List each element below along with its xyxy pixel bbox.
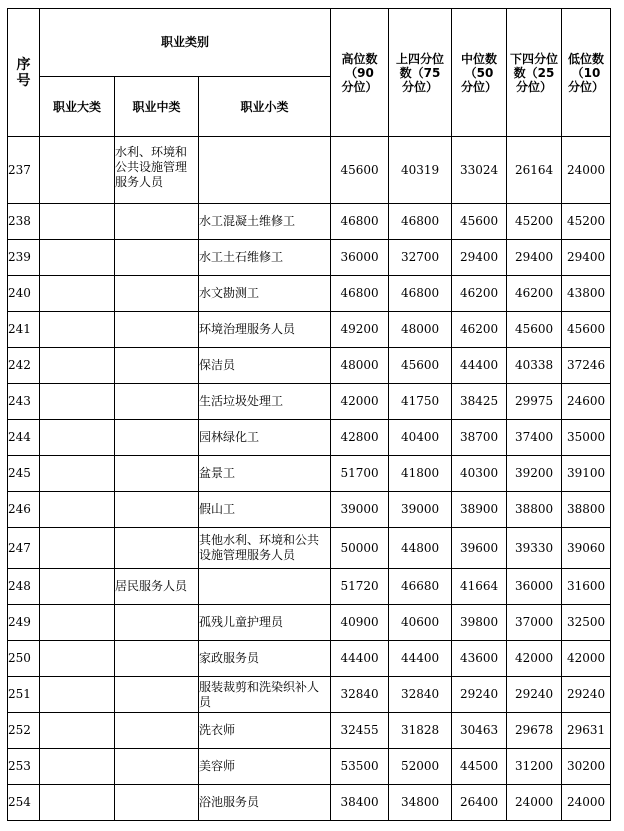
row-p90: 48000: [331, 348, 389, 384]
row-minor: [199, 137, 331, 204]
row-p10: 24000: [562, 137, 611, 204]
row-p25: 37400: [507, 420, 562, 456]
table-row: [8, 384, 611, 420]
table-row: [8, 641, 611, 677]
row-major: [40, 204, 115, 240]
table-row: [8, 276, 611, 312]
row-major: [40, 348, 115, 384]
row-major: [40, 456, 115, 492]
row-p50: 33024: [452, 137, 507, 204]
row-p75: 34800: [389, 785, 452, 821]
row-p25: 39330: [507, 528, 562, 569]
row-middle: [115, 605, 199, 641]
row-p75: 44800: [389, 528, 452, 569]
row-p50: 26400: [452, 785, 507, 821]
row-seq: 249: [8, 605, 40, 641]
row-p75: 44400: [389, 641, 452, 677]
row-seq: 253: [8, 749, 40, 785]
header-p90: 高位数（90分位）: [331, 9, 389, 137]
table-row: [8, 677, 611, 713]
row-p75: 39000: [389, 492, 452, 528]
row-middle: [115, 641, 199, 677]
row-p75: 46680: [389, 569, 452, 605]
row-major: [40, 137, 115, 204]
row-major: [40, 713, 115, 749]
row-minor: 园林绿化工: [199, 420, 331, 456]
row-p50: 39800: [452, 605, 507, 641]
row-p75: 31828: [389, 713, 452, 749]
row-minor: 服装裁剪和洗染织补人员: [199, 677, 331, 713]
row-p90: 40900: [331, 605, 389, 641]
row-p25: 29400: [507, 240, 562, 276]
row-minor: 浴池服务员: [199, 785, 331, 821]
row-seq: 250: [8, 641, 40, 677]
row-p10: 39100: [562, 456, 611, 492]
row-p10: 35000: [562, 420, 611, 456]
row-p75: 46800: [389, 204, 452, 240]
row-p75: 32700: [389, 240, 452, 276]
row-minor: 其他水利、环境和公共设施管理服务人员: [199, 528, 331, 569]
row-p90: 32840: [331, 677, 389, 713]
row-p50: 30463: [452, 713, 507, 749]
header-category-group: 职业类别: [40, 9, 331, 77]
table-row: [8, 605, 611, 641]
row-p10: 37246: [562, 348, 611, 384]
row-seq: 254: [8, 785, 40, 821]
row-major: [40, 677, 115, 713]
wage-table: [7, 8, 611, 821]
row-p75: 48000: [389, 312, 452, 348]
header-p10: 低位数（10分位）: [562, 9, 611, 137]
row-seq: 251: [8, 677, 40, 713]
row-minor: 盆景工: [199, 456, 331, 492]
row-p75: 40400: [389, 420, 452, 456]
row-middle: [115, 384, 199, 420]
table-row: [8, 312, 611, 348]
row-seq: 245: [8, 456, 40, 492]
row-middle: [115, 492, 199, 528]
row-p75: 40600: [389, 605, 452, 641]
row-middle: [115, 713, 199, 749]
row-major: [40, 528, 115, 569]
row-p10: 29240: [562, 677, 611, 713]
row-p25: 24000: [507, 785, 562, 821]
row-p50: 44400: [452, 348, 507, 384]
table-row: [8, 492, 611, 528]
row-p75: 52000: [389, 749, 452, 785]
row-minor: 水工土石维修工: [199, 240, 331, 276]
row-p90: 53500: [331, 749, 389, 785]
row-minor: 水文勘测工: [199, 276, 331, 312]
row-p75: 45600: [389, 348, 452, 384]
row-seq: 241: [8, 312, 40, 348]
row-middle: [115, 785, 199, 821]
row-major: [40, 749, 115, 785]
row-minor: [199, 569, 331, 605]
row-middle: [115, 312, 199, 348]
row-p90: 45600: [331, 137, 389, 204]
row-seq: 248: [8, 569, 40, 605]
table-row: [8, 528, 611, 569]
row-p75: 41750: [389, 384, 452, 420]
row-p25: 45600: [507, 312, 562, 348]
row-seq: 240: [8, 276, 40, 312]
row-p10: 24600: [562, 384, 611, 420]
row-p10: 43800: [562, 276, 611, 312]
row-major: [40, 785, 115, 821]
row-seq: 237: [8, 137, 40, 204]
row-middle: [115, 420, 199, 456]
table-row: [8, 204, 611, 240]
table-header: [8, 9, 611, 137]
row-p90: 38400: [331, 785, 389, 821]
row-p90: 49200: [331, 312, 389, 348]
row-seq: 246: [8, 492, 40, 528]
row-minor: 孤残儿童护理员: [199, 605, 331, 641]
row-middle: 居民服务人员: [115, 569, 199, 605]
row-middle: [115, 528, 199, 569]
row-p50: 38700: [452, 420, 507, 456]
row-middle: [115, 456, 199, 492]
header-middle: 职业中类: [115, 77, 199, 137]
row-p10: 31600: [562, 569, 611, 605]
row-p25: 42000: [507, 641, 562, 677]
row-seq: 247: [8, 528, 40, 569]
row-p10: 45600: [562, 312, 611, 348]
row-p10: 32500: [562, 605, 611, 641]
row-p50: 38425: [452, 384, 507, 420]
row-p25: 31200: [507, 749, 562, 785]
row-p90: 50000: [331, 528, 389, 569]
row-p10: 29631: [562, 713, 611, 749]
row-p25: 29678: [507, 713, 562, 749]
row-minor: 洗衣师: [199, 713, 331, 749]
row-p90: 42000: [331, 384, 389, 420]
row-p25: 36000: [507, 569, 562, 605]
row-minor: 家政服务员: [199, 641, 331, 677]
row-p10: 38800: [562, 492, 611, 528]
row-p25: 39200: [507, 456, 562, 492]
row-p90: 46800: [331, 204, 389, 240]
row-p90: 42800: [331, 420, 389, 456]
row-middle: [115, 276, 199, 312]
row-p50: 29240: [452, 677, 507, 713]
row-p10: 42000: [562, 641, 611, 677]
row-minor: 环境治理服务人员: [199, 312, 331, 348]
row-middle: [115, 677, 199, 713]
row-minor: 生活垃圾处理工: [199, 384, 331, 420]
row-p90: 32455: [331, 713, 389, 749]
row-minor: 美容师: [199, 749, 331, 785]
row-major: [40, 569, 115, 605]
row-seq: 242: [8, 348, 40, 384]
header-seq: 序号: [8, 9, 40, 137]
table-row: [8, 348, 611, 384]
table-row: [8, 240, 611, 276]
row-seq: 244: [8, 420, 40, 456]
table-body: [8, 137, 611, 821]
header-major: 职业大类: [40, 77, 115, 137]
row-middle: [115, 204, 199, 240]
row-major: [40, 276, 115, 312]
header-p75: 上四分位数（75分位）: [389, 9, 452, 137]
row-p90: 36000: [331, 240, 389, 276]
row-p50: 46200: [452, 276, 507, 312]
row-p90: 39000: [331, 492, 389, 528]
row-p25: 29975: [507, 384, 562, 420]
row-seq: 239: [8, 240, 40, 276]
table-row: [8, 420, 611, 456]
row-p50: 41664: [452, 569, 507, 605]
row-p50: 39600: [452, 528, 507, 569]
row-p90: 51700: [331, 456, 389, 492]
row-p75: 40319: [389, 137, 452, 204]
row-p50: 43600: [452, 641, 507, 677]
row-seq: 252: [8, 713, 40, 749]
row-p25: 29240: [507, 677, 562, 713]
row-seq: 243: [8, 384, 40, 420]
row-p10: 24000: [562, 785, 611, 821]
row-p50: 40300: [452, 456, 507, 492]
row-p75: 41800: [389, 456, 452, 492]
row-minor: 保洁员: [199, 348, 331, 384]
row-p50: 45600: [452, 204, 507, 240]
row-seq: 238: [8, 204, 40, 240]
table-row: [8, 137, 611, 204]
row-major: [40, 312, 115, 348]
header-minor: 职业小类: [199, 77, 331, 137]
row-major: [40, 384, 115, 420]
row-p90: 44400: [331, 641, 389, 677]
row-major: [40, 641, 115, 677]
row-middle: [115, 348, 199, 384]
row-major: [40, 240, 115, 276]
row-p25: 38800: [507, 492, 562, 528]
row-major: [40, 605, 115, 641]
row-p25: 46200: [507, 276, 562, 312]
header-p50: 中位数（50分位）: [452, 9, 507, 137]
row-p10: 39060: [562, 528, 611, 569]
row-p25: 45200: [507, 204, 562, 240]
row-minor: 假山工: [199, 492, 331, 528]
row-middle: [115, 749, 199, 785]
row-p25: 37000: [507, 605, 562, 641]
row-p50: 29400: [452, 240, 507, 276]
row-p75: 32840: [389, 677, 452, 713]
table-row: [8, 569, 611, 605]
row-p10: 45200: [562, 204, 611, 240]
table-row: [8, 456, 611, 492]
row-major: [40, 420, 115, 456]
row-p50: 46200: [452, 312, 507, 348]
row-p25: 40338: [507, 348, 562, 384]
table-row: [8, 785, 611, 821]
row-p10: 29400: [562, 240, 611, 276]
row-minor: 水工混凝土维修工: [199, 204, 331, 240]
row-p25: 26164: [507, 137, 562, 204]
row-middle: 水利、环境和公共设施管理服务人员: [115, 137, 199, 204]
row-p90: 51720: [331, 569, 389, 605]
row-major: [40, 492, 115, 528]
table-row: [8, 713, 611, 749]
table-row: [8, 749, 611, 785]
header-p25: 下四分位数（25分位）: [507, 9, 562, 137]
row-p10: 30200: [562, 749, 611, 785]
row-middle: [115, 240, 199, 276]
row-p90: 46800: [331, 276, 389, 312]
row-p50: 44500: [452, 749, 507, 785]
row-p50: 38900: [452, 492, 507, 528]
row-p75: 46800: [389, 276, 452, 312]
